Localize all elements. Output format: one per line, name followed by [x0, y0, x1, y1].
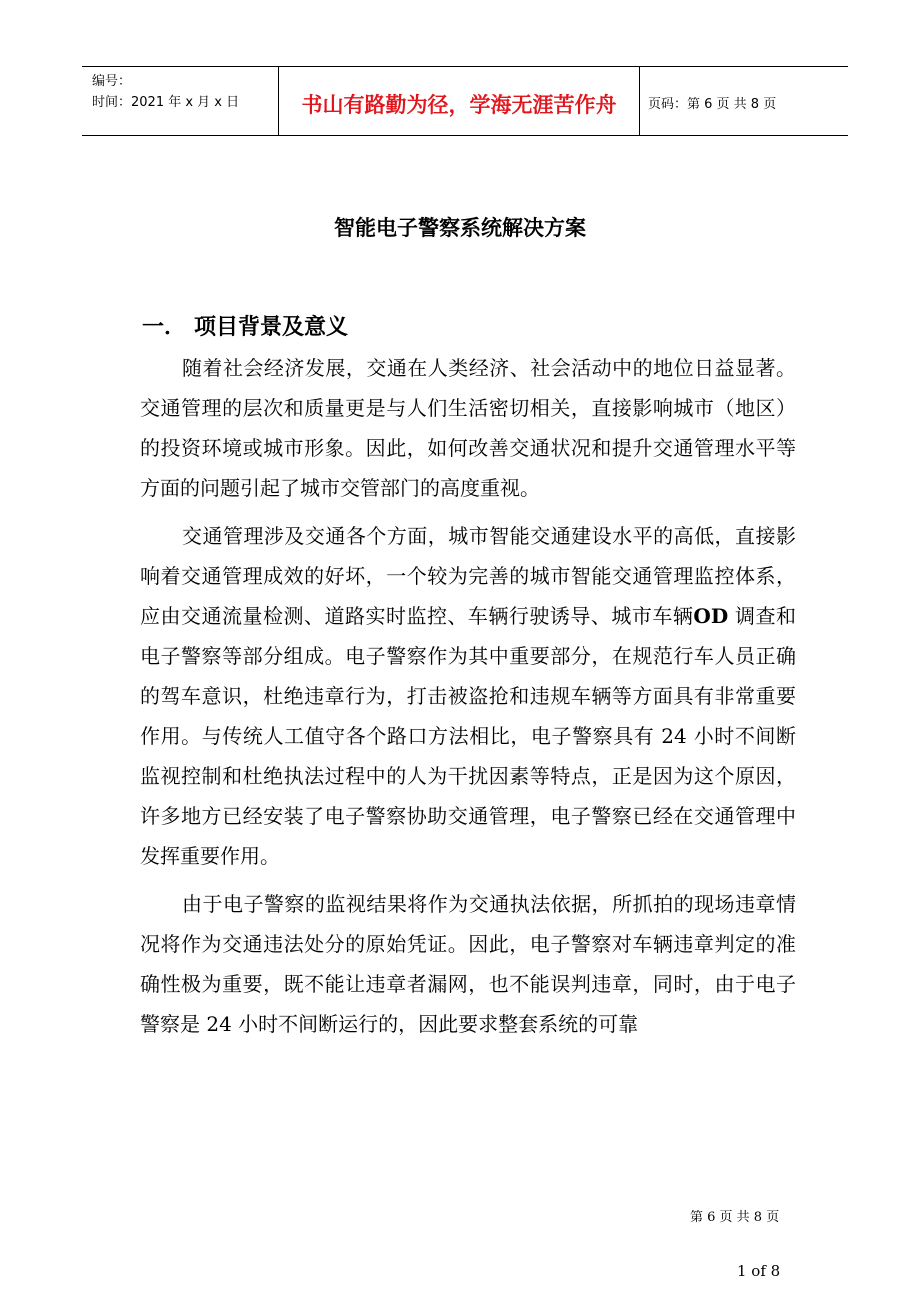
document-title: 智能电子警察系统解决方案	[334, 216, 586, 240]
section-title: 项目背景及意义	[194, 315, 349, 340]
header-page-code: 页码：第 6 页 共 8 页	[648, 97, 777, 112]
header-page-cell	[640, 67, 848, 135]
motto: 书山有路勤为径，学海无涯苦作舟	[301, 93, 617, 117]
paragraph: 随着社会经济发展，交通在人类经济、社会活动中的地位日益显著。交通管理的层次和质量更是与人们生活密切相关，直接影响城市（地区）的投资环境或城市形象。因此，如何改善交通状况和提升交通管理水平等方面的问题引起了城市交管部门的高度重视。	[140, 356, 796, 500]
header-motto-cell	[279, 67, 640, 135]
footer-page-of: 1 of 8	[737, 1262, 781, 1280]
section-number: 一．	[142, 315, 187, 340]
date-line: 时间：2021 年 x 月 x 日	[92, 95, 240, 110]
section-heading	[142, 310, 348, 341]
paragraph-text: 交通管理涉及交通各个方面，城市智能交通建设水平的高低，直接影响着交通管理成效的好坏，一个较为完善的城市智能交通管理监控体系，应由交通流量检测、道路实时监控、车辆行驶诱导、城市车辆	[140, 524, 796, 628]
page-header	[82, 66, 848, 136]
od-term: OD	[693, 604, 729, 628]
header-meta-cell	[82, 67, 279, 135]
paragraph-text: 调查和电子警察等部分组成。电子警察作为其中重要部分，在规范行车人员正确的驾车意识，杜绝违章行为，打击被盗抢和违规车辆等方面具有非常重要作用。与传统人工值守各个路口方法相比，电子警察具有 24 小时不间断监视控制和杜绝执法过程中的人为干扰因素等特点，正是因为这个原因，许多地方已经安装了电子警察协助交通管理，电子警察已经在交通管理中发挥重要作用。	[140, 604, 797, 868]
footer-page-indicator: 第 6 页 共 8 页	[690, 1210, 780, 1225]
document-body	[140, 348, 796, 1044]
serial-label: 编号：	[92, 74, 132, 89]
paragraph	[140, 516, 796, 876]
paragraph: 由于电子警察的监视结果将作为交通执法依据，所抓拍的现场违章情况将作为交通违法处分的原始凭证。因此，电子警察对车辆违章判定的准确性极为重要，既不能让违章者漏网，也不能误判违章，同时，由于电子警察是 24 小时不间断运行的，因此要求整套系统的可靠	[140, 892, 796, 1036]
